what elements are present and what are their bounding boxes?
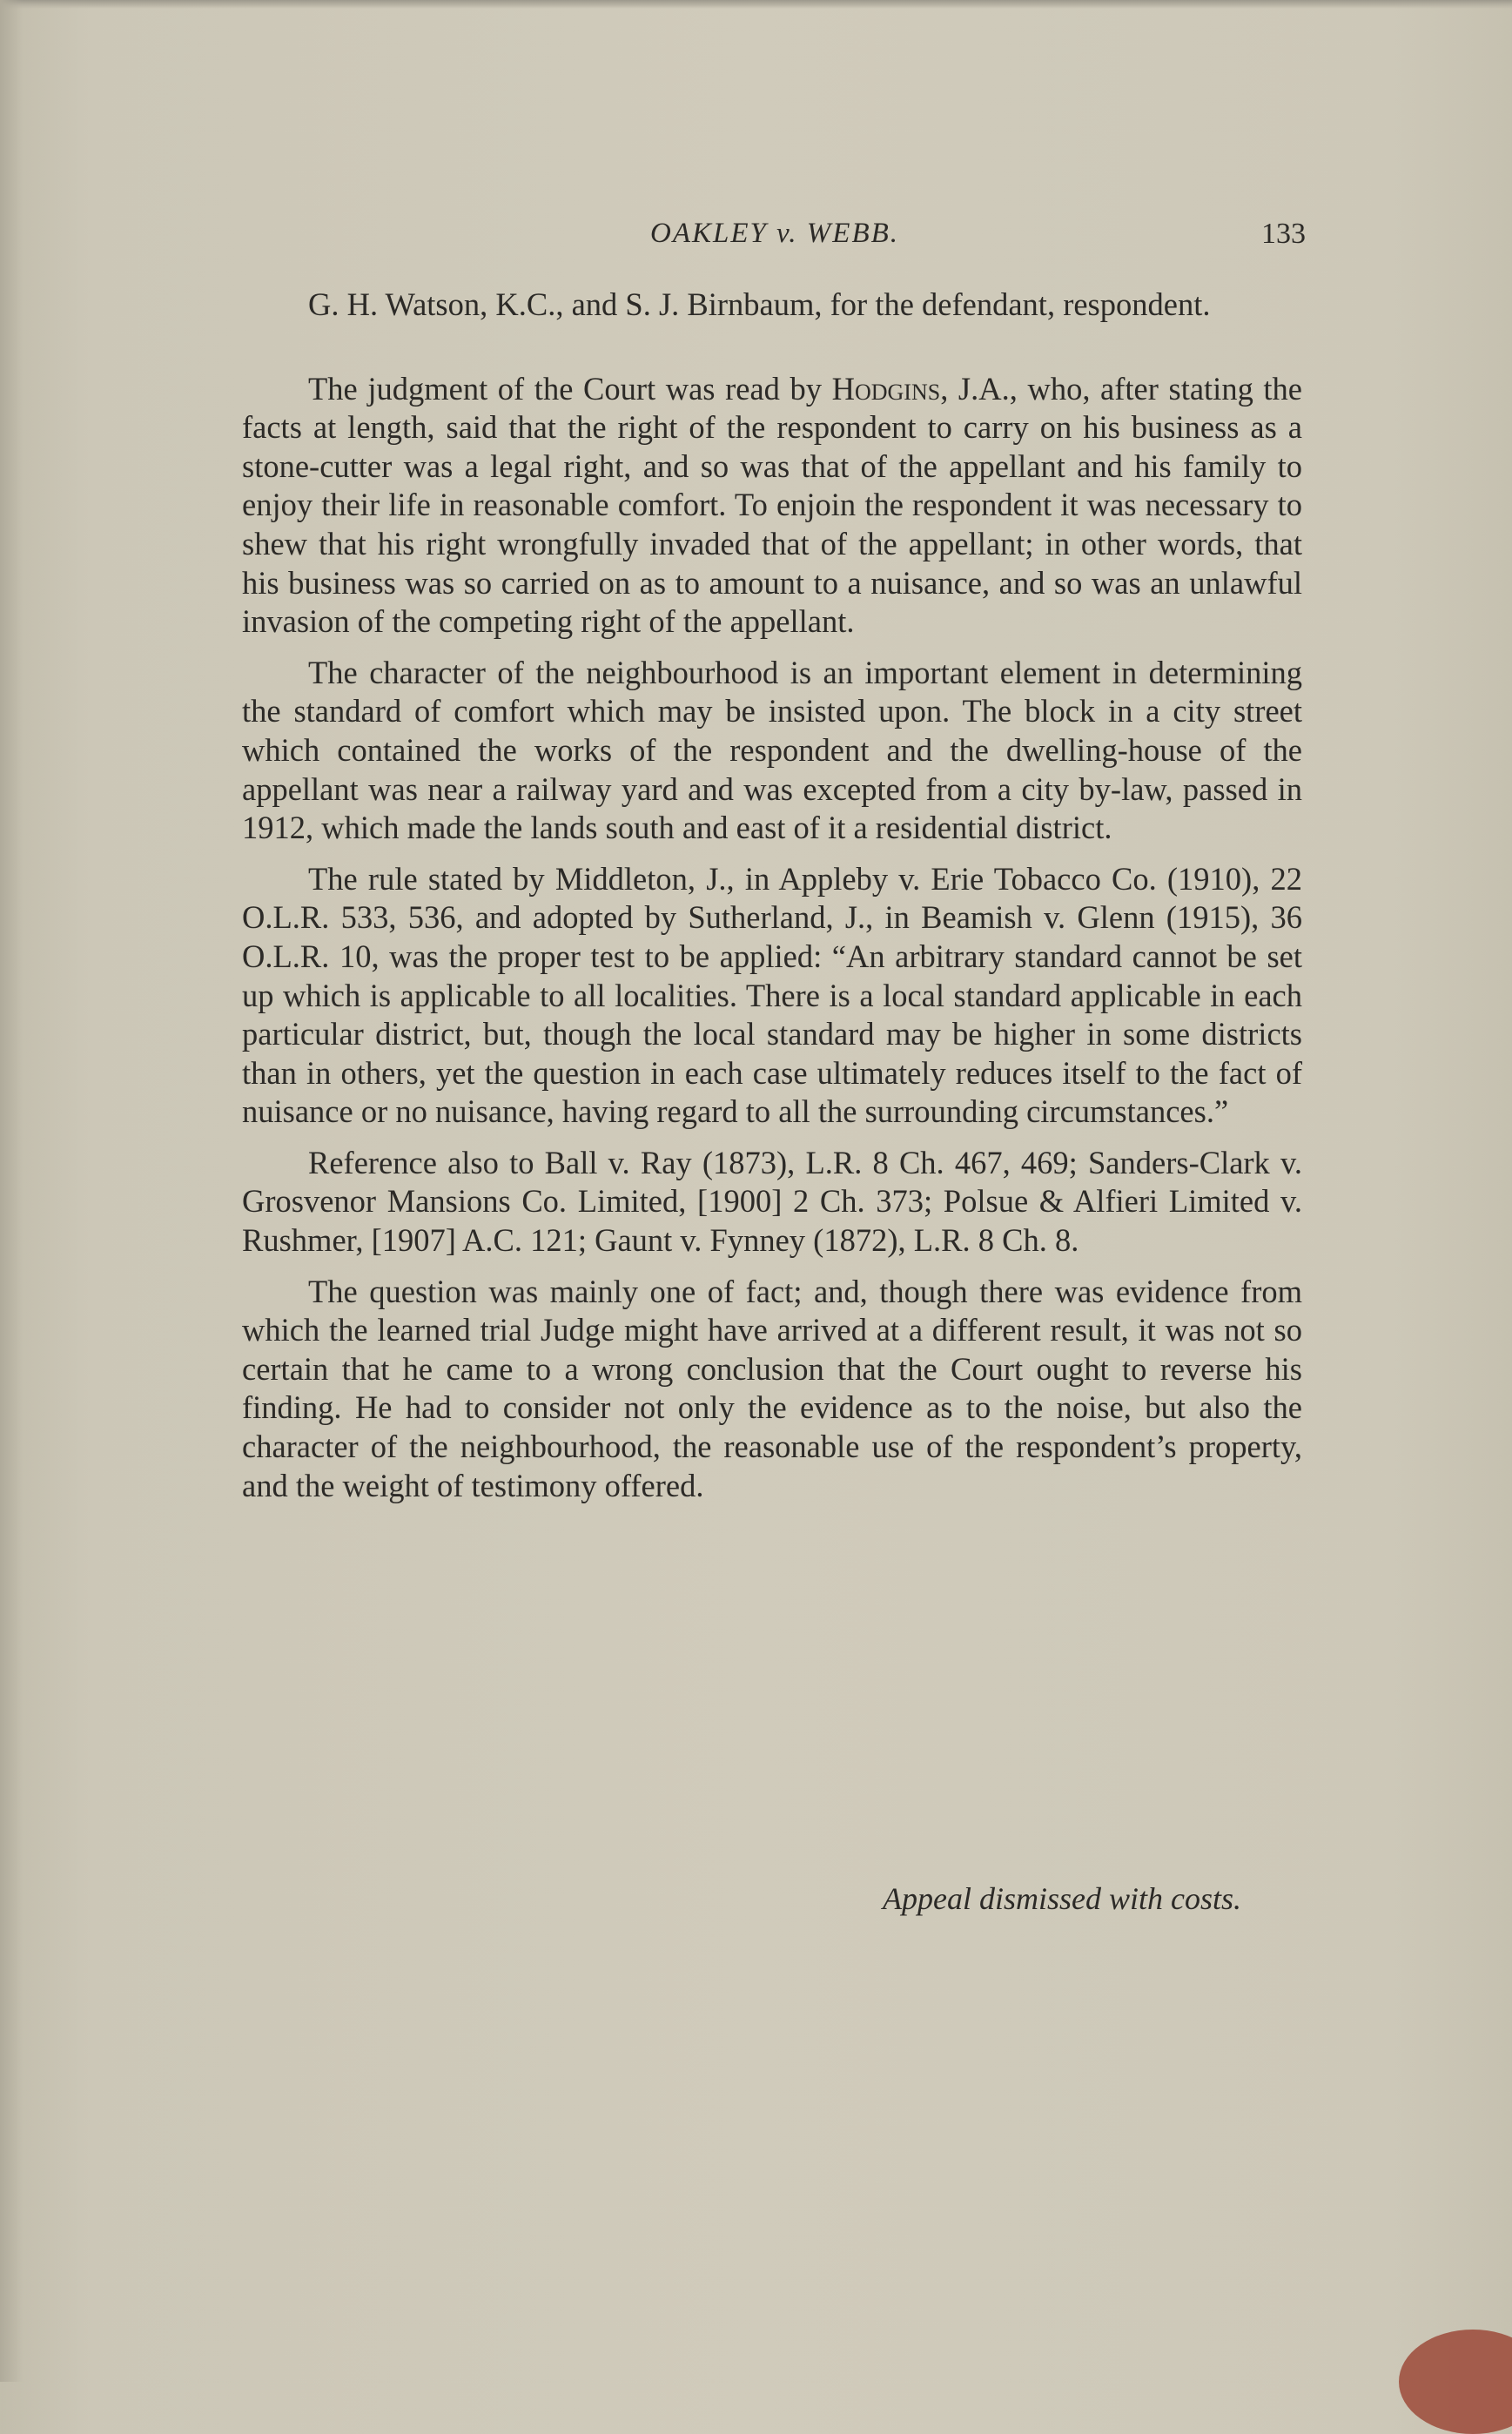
counsel-paragraph: G. H. Watson, K.C., and S. J. Birnbaum, for the defendant, respondent.: [308, 286, 1211, 322]
page-header: [244, 218, 1306, 261]
judgment-text: , J.A., who, after stating the facts at length, said that the right of the respondent to carry on his business as a stone-cutter was a legal right, and so was that of the appellant and his family to enjoy their life in reasonable comfort. To enjoin the respondent it was necessary to shew that his right wrongfully invaded that of the appellant; in other words, that his business was so carried on as to amount to a nuisance, and so was an unlawful invasion of the competing right of the appellant.: [242, 370, 1303, 640]
judgment-paragraph: [242, 370, 1302, 642]
running-head: OAKLEY v. WEBB.: [649, 218, 900, 249]
rule-paragraph: The rule stated by Middleton, J., in Appleby v. Erie Tobacco Co. (1910), 22 O.L.R. 533, 536, and adopted by Sutherland, J., in Beamish v. Glenn (1915), 36 O.L.R. 10, was the proper test to be applied: “An arbitrary standard cannot be set up which is applicable to all localities. There is a local standard applicable in each particular district, but, though the local standard may be higher in some districts than in others, yet the question in each case ultimately reduces itself to the fact of nuisance or no nuisance, having regard to all the surrounding circumstances.”: [242, 860, 1302, 1130]
references-paragraph: Reference also to Ball v. Ray (1873), L.R. 8 Ch. 467, 469; Sanders-Clark v. Grosvenor Mansions Co. Limited, [1900] 2 Ch. 373; Polsue & Alfieri Limited v. Rushmer, [1907] A.C. 121; Gaunt v. Fynney (1872), L.R. 8 Ch. 8.: [242, 1144, 1302, 1259]
page-top-edge: [0, 0, 1512, 9]
neighbourhood-paragraph: The character of the neighbourhood is an important element in determining the standard of comfort which may be insisted upon. The block in a city street which contained the works of the respondent and the dwelling-house of the appellant was near a railway yard and was excepted from a city by-law, passed in 1912, which made the lands south and east of it a residential district.: [242, 654, 1302, 846]
thumb-mark: [1399, 2330, 1512, 2434]
conclusion-paragraph: The question was mainly one of fact; and, though there was evidence from which the learned trial Judge might have arrived at a different result, it was not so certain that he came to a wrong conclusion that the Court ought to reverse his finding. He had to consider not only the evidence as to the noise, but also the character of the neighbourhood, the reasonable use of the respondent’s property, and the weight of testimony offered.: [242, 1273, 1302, 1503]
page-binding-shadow: [0, 0, 23, 2382]
body-text: [242, 286, 1302, 1505]
page-number: 133: [1261, 218, 1306, 250]
disposition-line: Appeal dismissed with costs.: [883, 1881, 1241, 1916]
judge-name: Hodgins: [831, 370, 941, 407]
judgment-intro: The judgment of the Court was read by: [308, 370, 832, 407]
